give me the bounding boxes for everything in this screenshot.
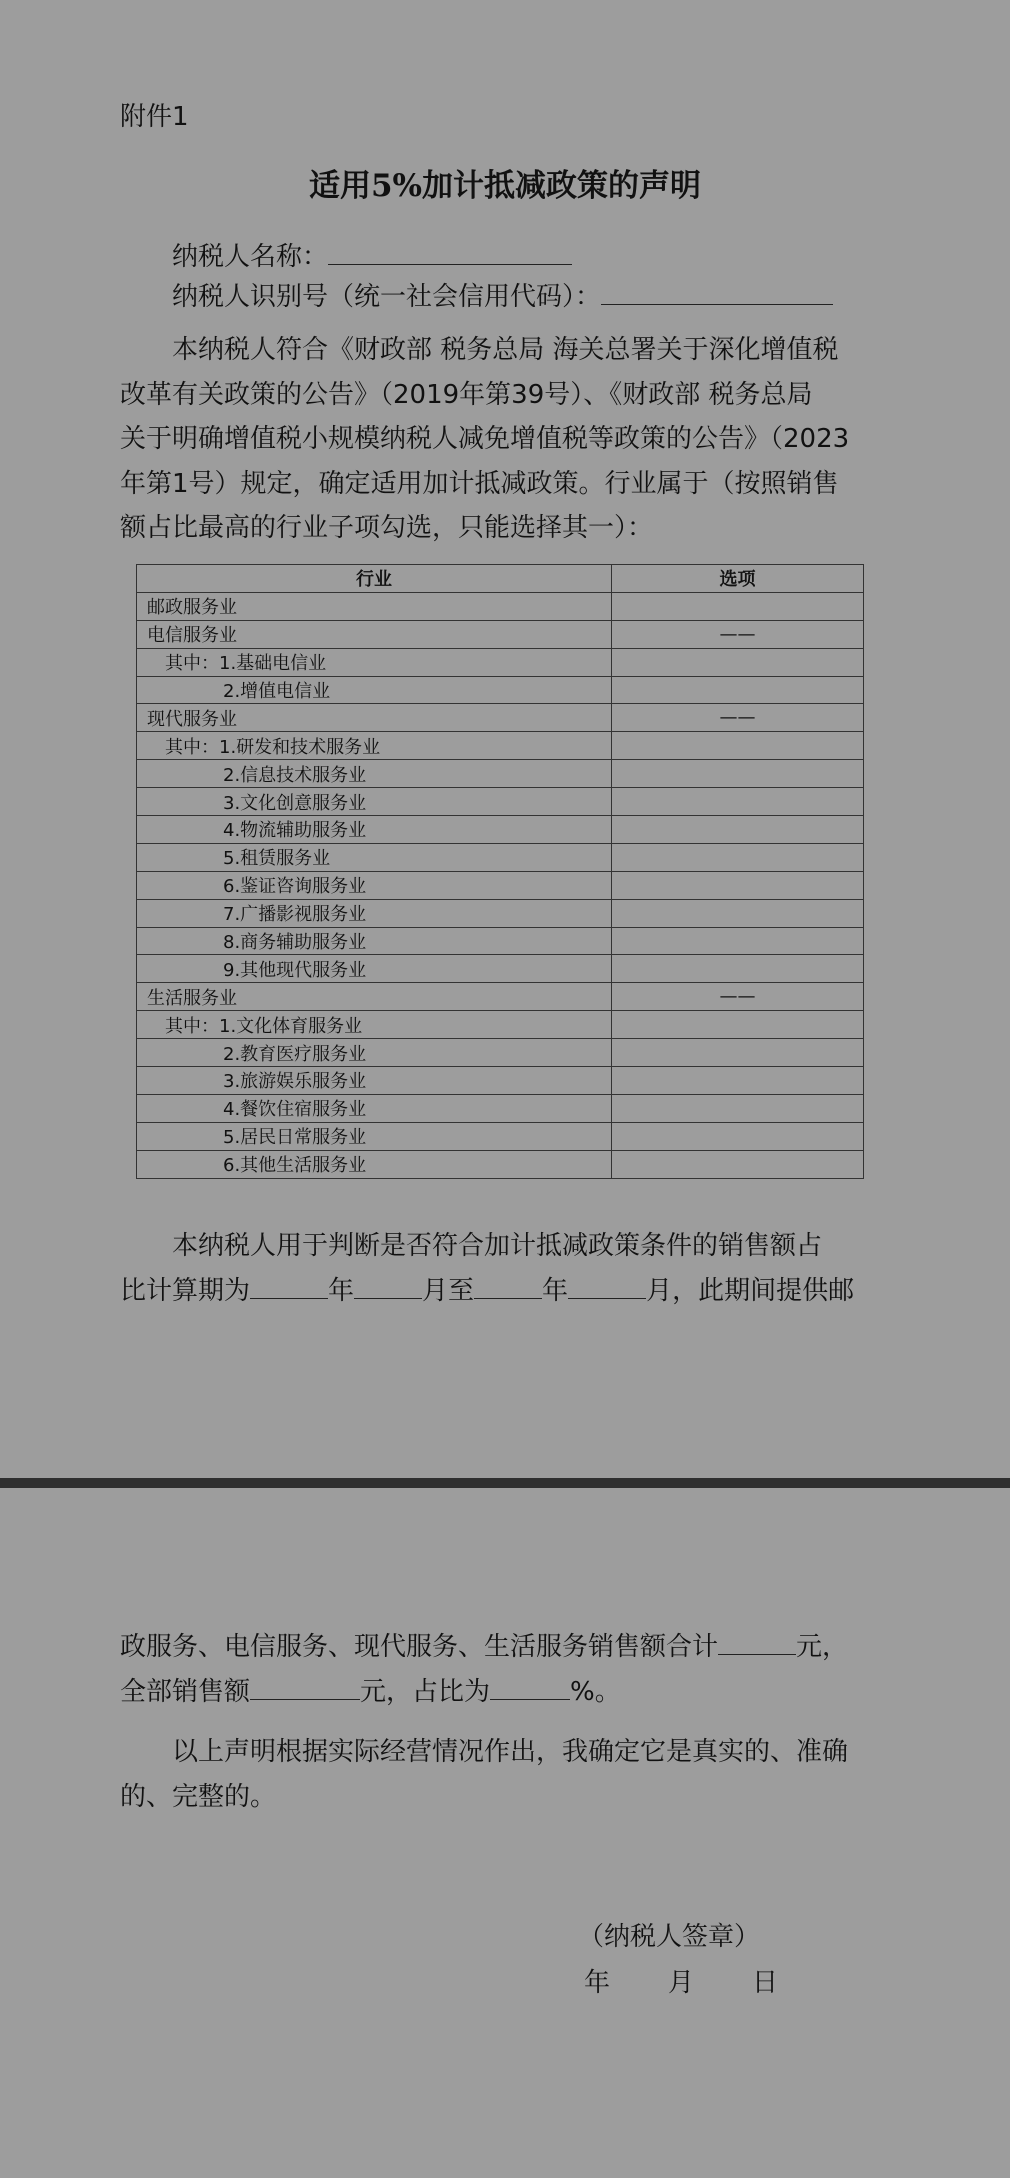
intro-line: 关于明确增值税小规模纳税人减免增值税等政策的公告》（2023: [120, 424, 850, 454]
declaration-line: 的、完整的。: [120, 1781, 277, 1812]
period-prefix: 比计算期为: [120, 1275, 251, 1306]
period-line-1: 本纳税人用于判断是否符合加计抵减政策条件的销售额占: [172, 1231, 823, 1261]
all-sales-blank[interactable]: [250, 1673, 360, 1700]
start-month-blank[interactable]: [354, 1272, 422, 1299]
option-cell[interactable]: [612, 927, 864, 955]
signature-label: （纳税人签章）: [578, 1922, 761, 1952]
table-row: [137, 788, 864, 816]
industry-cell: 其中：1.文化体育服务业: [137, 1011, 612, 1039]
table-row: [137, 760, 864, 788]
intro-line: 改革有关政策的公告》（2019年第39号）、《财政部 税务总局: [120, 379, 813, 410]
document-title: 适用5%加计抵减政策的声明: [308, 168, 702, 204]
declaration-line: 以上声明根据实际经营情况作出，我确定它是真实的、准确: [172, 1737, 849, 1767]
table-row: [137, 1150, 864, 1178]
table-row: [137, 1039, 864, 1067]
option-cell: ——: [612, 704, 864, 732]
option-cell[interactable]: [612, 1150, 864, 1178]
option-cell[interactable]: [612, 1094, 864, 1122]
taxpayer-id-label: 纳税人识别号（统一社会信用代码）：: [172, 282, 602, 312]
taxpayer-name-blank: [328, 238, 572, 265]
industry-table: [136, 564, 864, 1179]
taxpayer-name-row: [172, 236, 572, 273]
intro-line: 本纳税人符合《财政部 税务总局 海关总署关于深化增值税: [172, 335, 839, 365]
industry-cell: 2.教育医疗服务业: [137, 1039, 612, 1067]
table-row: [137, 592, 864, 620]
taxpayer-id-row: [172, 276, 833, 313]
industry-cell: 生活服务业: [137, 983, 612, 1011]
option-cell[interactable]: [612, 788, 864, 816]
option-cell[interactable]: [612, 592, 864, 620]
table-row: [137, 927, 864, 955]
table-row: [137, 1122, 864, 1150]
month-to-label: 月至: [422, 1275, 475, 1306]
industry-cell: 2.增值电信业: [137, 676, 612, 704]
sign-year: 年: [584, 1968, 611, 1998]
signature-date: [584, 1962, 778, 1999]
table-row: [137, 704, 864, 732]
industry-cell: 现代服务业: [137, 704, 612, 732]
table-row: [137, 676, 864, 704]
start-year-blank[interactable]: [250, 1272, 328, 1299]
sales-line-2: [120, 1670, 880, 1715]
ratio-label: 元，占比为: [360, 1676, 491, 1707]
period-suffix: 月，此期间提供邮: [646, 1275, 855, 1306]
table-row: [137, 816, 864, 844]
end-year-blank[interactable]: [474, 1272, 542, 1299]
table-row: [137, 1094, 864, 1122]
period-line-2: [120, 1269, 880, 1314]
industry-cell: 9.其他现代服务业: [137, 955, 612, 983]
option-cell: ——: [612, 983, 864, 1011]
header-option: 选项: [612, 565, 864, 593]
header-industry: 行业: [137, 565, 612, 593]
option-cell[interactable]: [612, 1067, 864, 1095]
option-cell[interactable]: [612, 676, 864, 704]
industry-cell: 7.广播影视服务业: [137, 899, 612, 927]
table-row: [137, 955, 864, 983]
industry-cell: 4.餐饮住宿服务业: [137, 1094, 612, 1122]
industry-cell: 5.居民日常服务业: [137, 1122, 612, 1150]
table-row: [137, 732, 864, 760]
sales-unit: 元，: [796, 1632, 849, 1662]
percent-sign: %。: [570, 1676, 621, 1707]
industry-cell: 其中：1.基础电信业: [137, 648, 612, 676]
year-label: 年: [542, 1275, 569, 1306]
sales-paragraph: [120, 1625, 880, 1714]
end-month-blank[interactable]: [568, 1272, 646, 1299]
option-cell: ——: [612, 620, 864, 648]
option-cell[interactable]: [612, 1122, 864, 1150]
table-row: [137, 983, 864, 1011]
table-header-row: [137, 565, 864, 593]
table-row: [137, 1067, 864, 1095]
option-cell[interactable]: [612, 648, 864, 676]
industry-cell: 5.租赁服务业: [137, 843, 612, 871]
table-row: [137, 899, 864, 927]
all-sales-label: 全部销售额: [120, 1676, 251, 1707]
intro-line: 年第1号）规定，确定适用加计抵减政策。行业属于（按照销售: [120, 468, 839, 499]
sales-total-blank[interactable]: [718, 1628, 796, 1655]
option-cell[interactable]: [612, 732, 864, 760]
option-cell[interactable]: [612, 899, 864, 927]
industry-cell: 2.信息技术服务业: [137, 760, 612, 788]
page-divider: [0, 1478, 1010, 1488]
intro-line: 额占比最高的行业子项勾选，只能选择其一）：: [120, 513, 654, 543]
sign-day: 日: [752, 1968, 779, 1998]
taxpayer-id-blank: [601, 278, 833, 305]
attachment-label: 附件1: [120, 102, 189, 132]
industry-cell: 其中：1.研发和技术服务业: [137, 732, 612, 760]
option-cell[interactable]: [612, 843, 864, 871]
table-row: [137, 620, 864, 648]
table-row: [137, 843, 864, 871]
industry-cell: 邮政服务业: [137, 592, 612, 620]
option-cell[interactable]: [612, 816, 864, 844]
industry-cell: 8.商务辅助服务业: [137, 927, 612, 955]
table-row: [137, 871, 864, 899]
option-cell[interactable]: [612, 1039, 864, 1067]
industry-cell: 电信服务业: [137, 620, 612, 648]
table-row: [137, 648, 864, 676]
industry-cell: 4.物流辅助服务业: [137, 816, 612, 844]
option-cell[interactable]: [612, 760, 864, 788]
year-label: 年: [328, 1275, 355, 1306]
ratio-blank[interactable]: [490, 1673, 570, 1700]
industry-cell: 6.鉴证咨询服务业: [137, 871, 612, 899]
sales-line-1: [120, 1625, 880, 1670]
industry-cell: 6.其他生活服务业: [137, 1150, 612, 1178]
sales-total-label: 政服务、电信服务、现代服务、生活服务销售额合计: [120, 1632, 719, 1662]
taxpayer-name-label: 纳税人名称：: [172, 242, 329, 272]
intro-paragraph: [120, 328, 880, 551]
option-cell[interactable]: [612, 1011, 864, 1039]
period-paragraph: [120, 1224, 880, 1313]
sign-month: 月: [668, 1968, 695, 1998]
declaration-paragraph: [120, 1730, 880, 1819]
industry-cell: 3.文化创意服务业: [137, 788, 612, 816]
industry-table-body: [137, 592, 864, 1178]
option-cell[interactable]: [612, 871, 864, 899]
option-cell[interactable]: [612, 955, 864, 983]
industry-cell: 3.旅游娱乐服务业: [137, 1067, 612, 1095]
table-row: [137, 1011, 864, 1039]
